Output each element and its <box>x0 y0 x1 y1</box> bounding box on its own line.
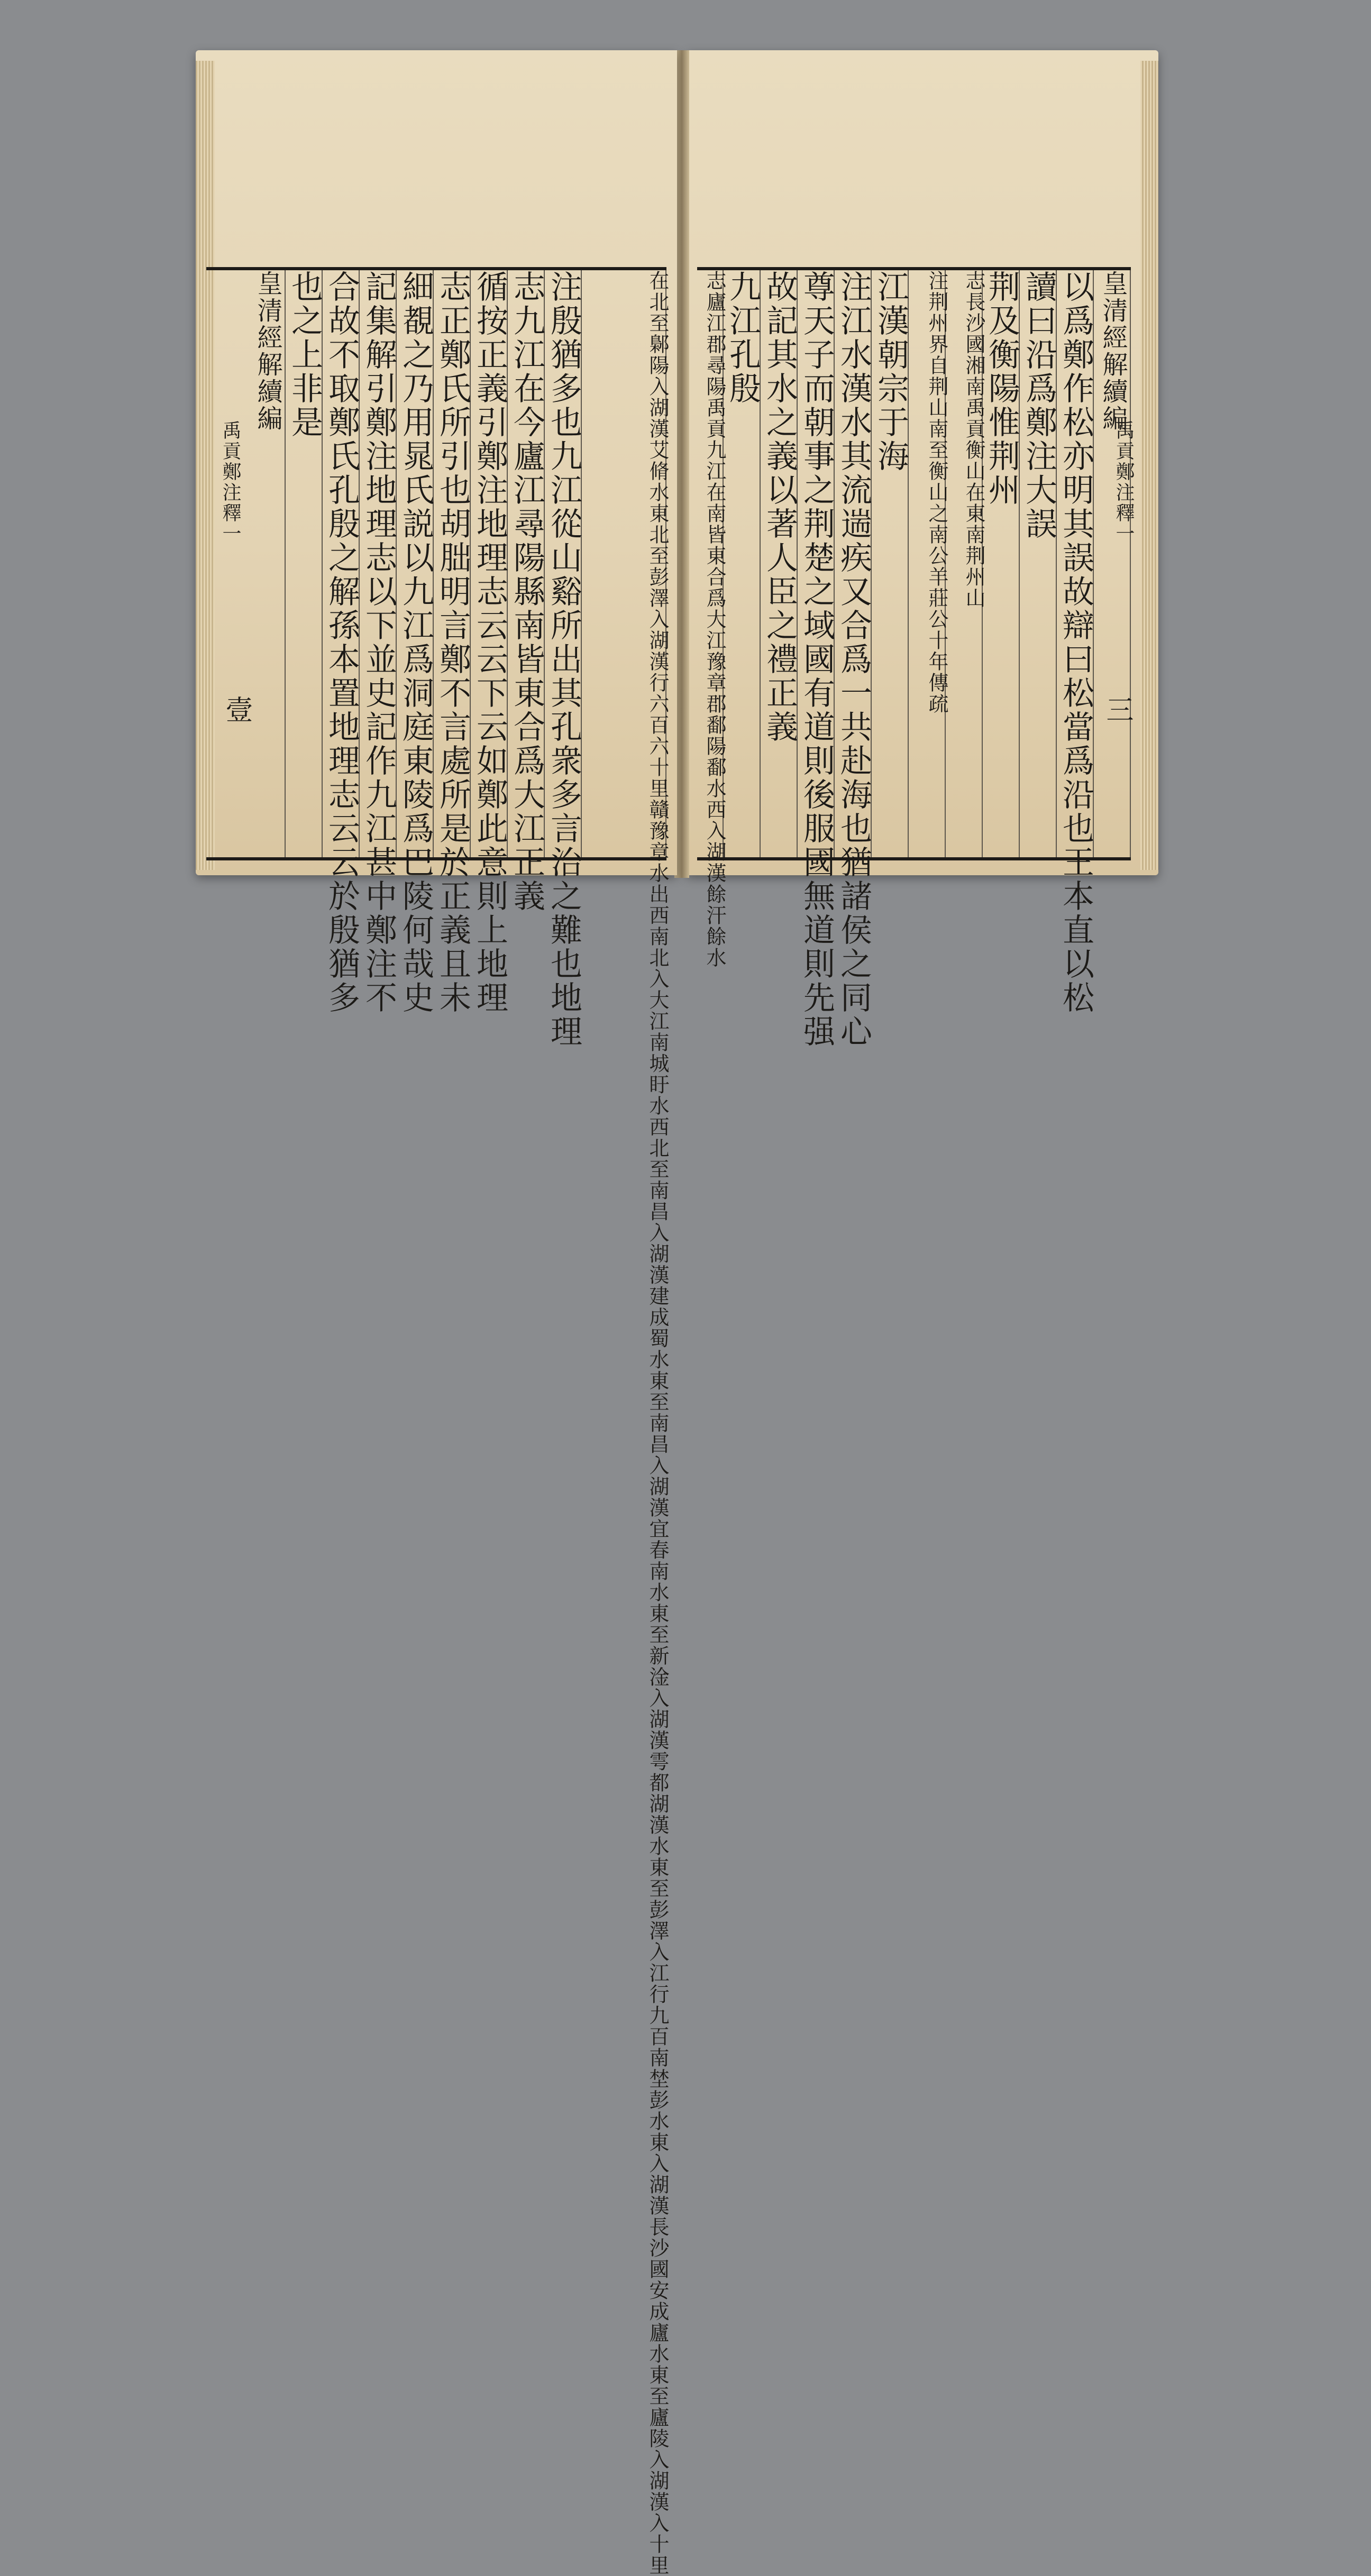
text-column: 細覩之乃用晁氏説以九江爲洞庭東陵爲巴陵何哉史 <box>397 270 434 1015</box>
text-column: 在北至鄡陽入湖漢艾脩水東北至彭澤入湖漢行六百六十里贛豫章水出西南北入大江南城盱水西北至南昌入湖漢建成蜀水東至南昌入湖漢宜春南水東至新淦入湖漢雩都湖漢水東至彭澤入江行九百南埜彭水東入湖漢長沙國安成廬水東至廬陵入湖漢入十里 <box>586 270 666 857</box>
text-column: 注荆州界自荆山南至衡山之南公羊莊公十年傳疏 <box>911 270 946 857</box>
text-column: 記集解引鄭注地理志以下並史記作九江甚中鄭注不 <box>360 270 397 1015</box>
text-column: 注殷猶多也九江從山谿所出其孔衆多言治之難也地理 <box>545 270 582 1049</box>
open-book <box>196 50 1158 2576</box>
chapter-title: 禹貢鄭注釋一 <box>1113 420 1135 544</box>
text-column: 江漢朝宗于海 <box>874 270 909 857</box>
text-frame <box>206 267 669 2576</box>
text-column: 志正鄭氏所引也胡朏明言鄭不言處所是於正義且未 <box>434 270 471 1015</box>
left-page <box>196 50 677 2576</box>
text-column: 也之上非是 <box>288 270 323 857</box>
text-frame <box>697 267 1131 1049</box>
right-page <box>687 50 1158 1049</box>
text-column: 志廬江郡尋陽禹貢九江在南皆東合爲大江豫章郡鄱陽鄱水西入湖漢餘汗餘水 <box>689 270 724 857</box>
text-column: 合故不取鄭氏孔殷之解孫本置地理志云云於殷猶多 <box>323 270 360 1015</box>
folio-number: 三 <box>1101 695 1133 725</box>
text-column: 荆及衡陽惟荆州 <box>985 270 1020 857</box>
text-column: 讀曰沿爲鄭注大誤 <box>1022 270 1057 857</box>
text-column: 志長沙國湘南禹貢衡山在東南荆州山 <box>948 270 983 857</box>
text-column: 尊天子而朝事之荆楚之域國有道則後服國無道則先强 <box>798 270 835 1049</box>
text-column: 注江水漢水其流遄疾又合爲一共赴海也猶諸侯之同心 <box>835 270 872 1049</box>
page-signature: 皇清經解續編 <box>1096 270 1131 857</box>
text-column: 志九江在今廬江尋陽縣南皆東合爲大江正義 <box>508 270 545 913</box>
folio-number: 壹 <box>221 695 252 725</box>
text-column: 以爲鄭作松亦明其誤故辯曰松當爲沿也王本直以松 <box>1057 270 1094 1015</box>
page-edges <box>1140 61 1158 870</box>
text-column: 九江孔殷 <box>726 270 761 857</box>
page-signature: 皇清經解續編 <box>237 270 286 857</box>
text-column: 故記其水之義以著人臣之禮正義 <box>763 270 798 857</box>
chapter-title: 禹貢鄭注釋一 <box>220 420 241 544</box>
text-column: 循按正義引鄭注地理志云云下云如鄭此意則上地理 <box>471 270 508 1015</box>
